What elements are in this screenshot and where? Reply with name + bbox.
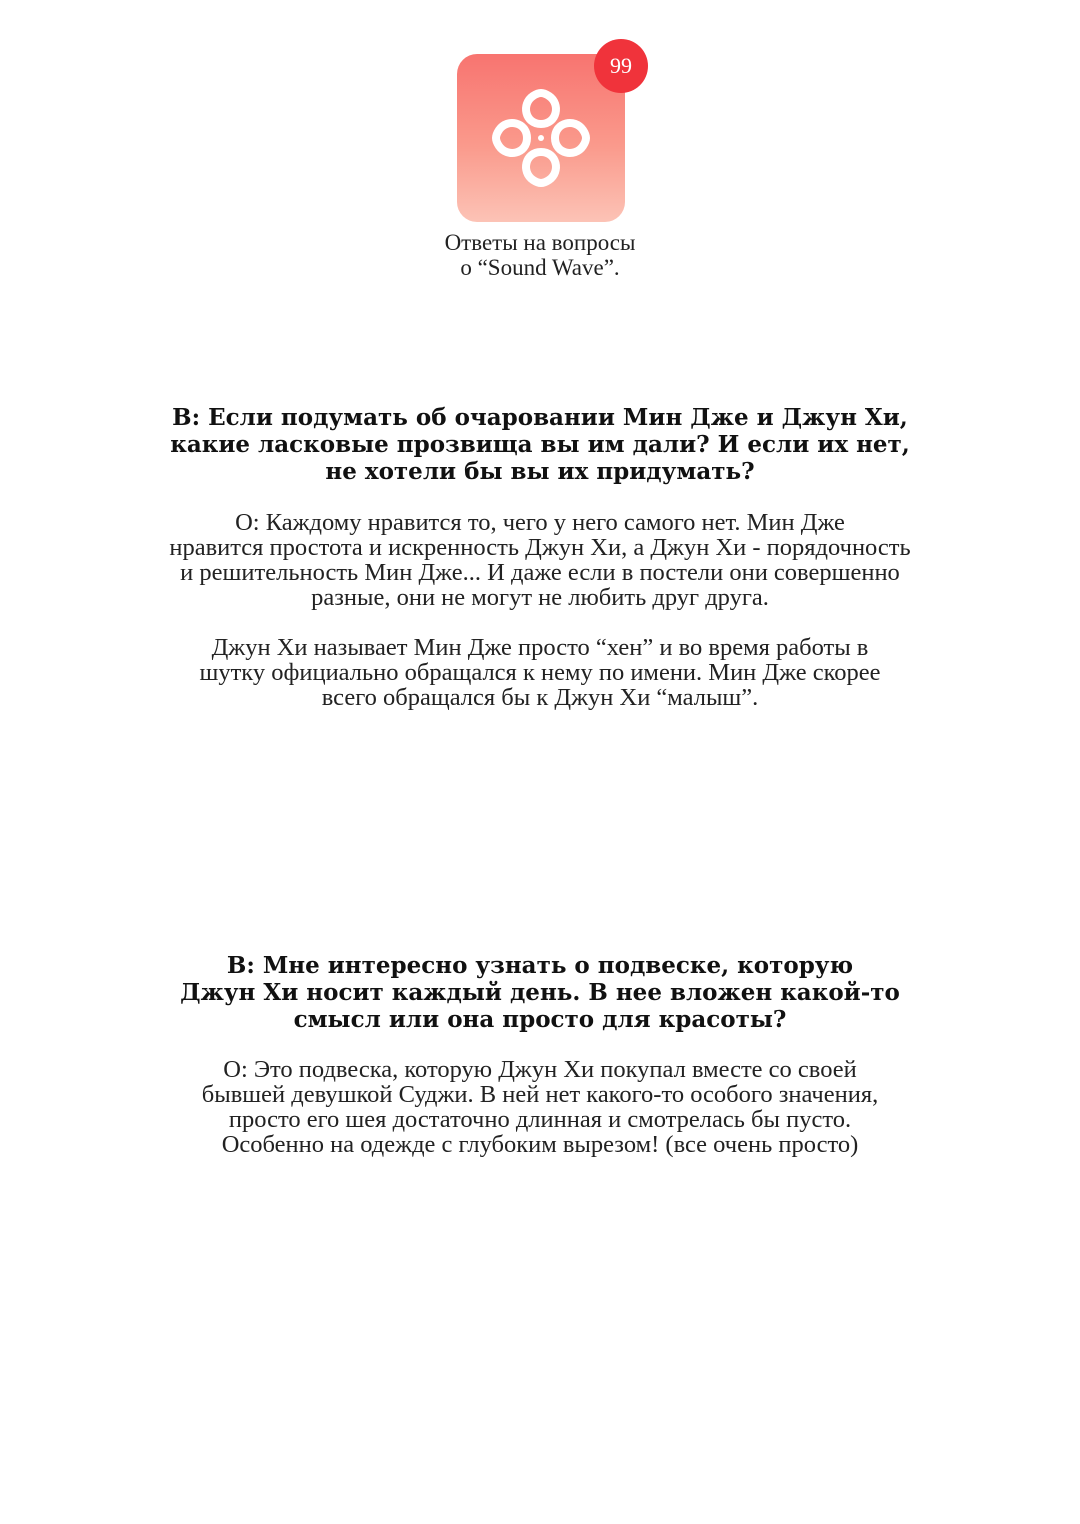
question-line: Джун Хи носит каждый день. В нее вложен какой-то: [180, 979, 900, 1006]
answer-line: бывшей девушкой Суджи. В ней нет какого-то особого значения,: [201, 1081, 879, 1108]
caption-line: Ответы на вопросы: [444, 230, 636, 255]
question-line: не хотели бы вы их придумать?: [325, 458, 755, 485]
answer-line: О: Это подвеска, которую Джун Хи покупал вместе со своей: [223, 1056, 857, 1083]
answer-line: шутку официально обращался к нему по имени. Мин Дже скорее: [199, 659, 881, 686]
answer-line: нравится простота и искренность Джун Хи, а Джун Хи - порядочность: [169, 534, 911, 561]
notification-badge: 99: [594, 39, 648, 93]
answer-line: Особенно на одежде с глубоким вырезом! (все очень просто): [221, 1131, 859, 1158]
question-line: В: Если подумать об очаровании Мин Дже и Джун Хи,: [172, 404, 908, 431]
answer-2-paragraph-1: [100, 1057, 980, 1157]
question-line: какие ласковые прозвища вы им дали? И если их нет,: [170, 431, 910, 458]
question-line: смысл или она просто для красоты?: [293, 1006, 787, 1033]
caption-line: о “Sound Wave”.: [460, 255, 620, 280]
page-caption: [340, 230, 740, 280]
answer-line: всего обращался бы к Джун Хи “малыш”.: [321, 684, 759, 711]
answer-line: просто его шея достаточно длинная и смотрелась бы пусто.: [228, 1106, 852, 1133]
question-2: [100, 952, 980, 1033]
answer-line: Джун Хи называет Мин Дже просто “хен” и во время работы в: [211, 634, 869, 661]
answer-1-paragraph-2: [100, 635, 980, 710]
app-icon-container: [457, 53, 632, 222]
answer-1-paragraph-1: [100, 510, 980, 610]
answer-line: О: Каждому нравится то, чего у него самого нет. Мин Дже: [235, 509, 845, 536]
question-1: [100, 404, 980, 485]
question-line: В: Мне интересно узнать о подвеске, которую: [226, 952, 854, 979]
answer-line: и решительность Мин Дже... И даже если в постели они совершенно: [180, 559, 900, 586]
answer-line: разные, они не могут не любить друг друга.: [311, 584, 769, 611]
